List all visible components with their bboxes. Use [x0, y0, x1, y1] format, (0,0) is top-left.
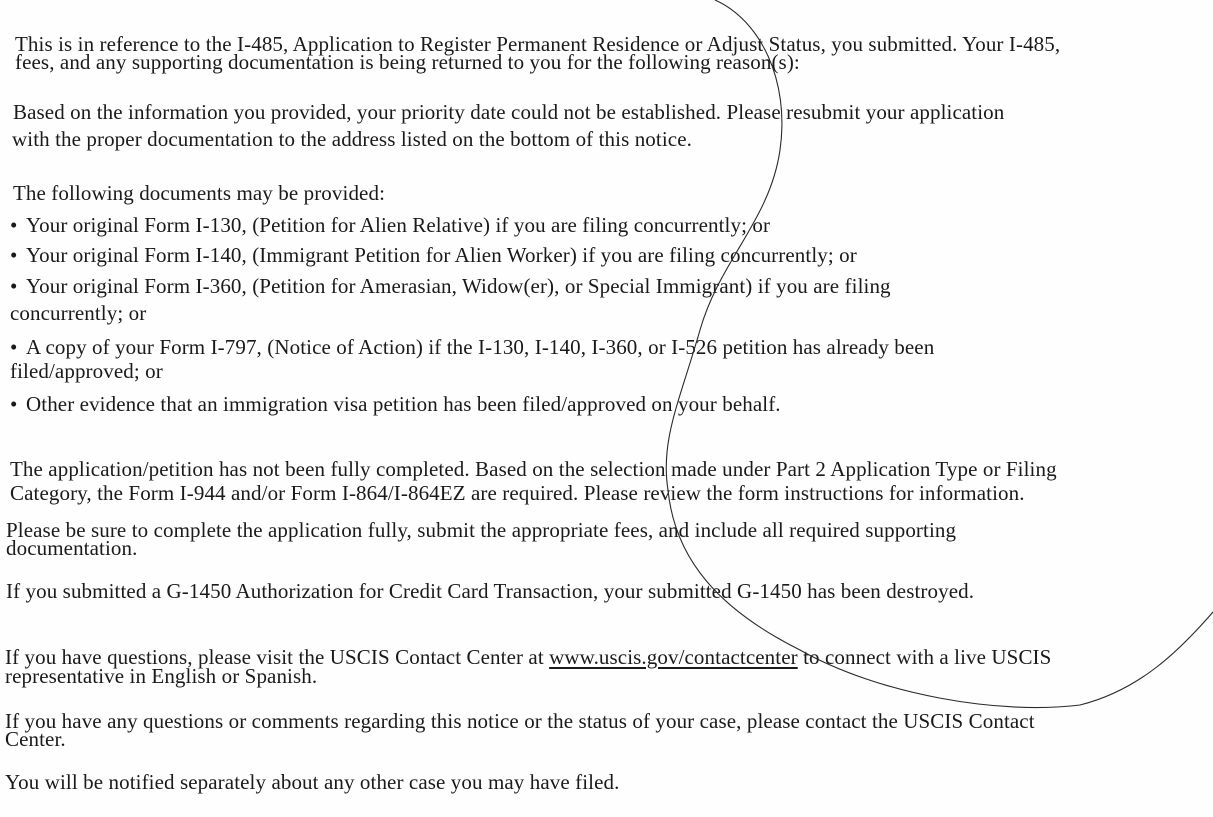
reference-line-2: fees, and any supporting documentation is being returned to you for the following reason(s):	[15, 50, 800, 74]
list-item	[10, 393, 781, 415]
incomplete-line-2: Category, the Form I-944 and/or Form I-864/I-864EZ are required. Please review the form instructions for information.	[10, 481, 1025, 505]
list-item	[10, 244, 857, 266]
list-item-text: Other evidence that an immigration visa petition has been filed/approved on your behalf.	[26, 392, 781, 416]
questions-line-2: Center.	[5, 727, 66, 751]
other-case-line: You will be notified separately about any other case you may have filed.	[5, 770, 620, 794]
list-item-text: Your original Form I-140, (Immigrant Petition for Alien Worker) if you are filing concurrently; or	[26, 243, 857, 267]
list-item	[10, 336, 934, 358]
list-item-continuation: filed/approved; or	[10, 359, 163, 383]
contact-center-text: If you have questions, please visit the USCIS Contact Center at	[5, 645, 550, 669]
bullet: •	[10, 335, 18, 359]
priority-date-line-1: Based on the information you provided, your priority date could not be established. Please resubmit your application	[13, 100, 1005, 124]
documents-intro: The following documents may be provided:	[13, 181, 386, 205]
list-item	[10, 275, 891, 297]
contact-center-line-2: representative in English or Spanish.	[5, 664, 318, 688]
bullet: •	[10, 213, 18, 237]
g1450-line: If you submitted a G-1450 Authorization for Credit Card Transaction, your submitted G-1450 has been destroyed.	[6, 579, 975, 603]
list-item-text: Your original Form I-130, (Petition for Alien Relative) if you are filing concurrently; or	[26, 213, 771, 237]
list-item-continuation: concurrently; or	[10, 301, 147, 325]
list-item	[10, 214, 770, 236]
list-item-text: A copy of your Form I-797, (Notice of Action) if the I-130, I-140, I-360, or I-526 petition has already been	[26, 335, 935, 359]
complete-fully-line-1: Please be sure to complete the application fully, submit the appropriate fees, and include all required supporting	[6, 518, 957, 542]
bullet: •	[10, 392, 18, 416]
bullet: •	[10, 274, 18, 298]
priority-date-line-2: with the proper documentation to the address listed on the bottom of this notice.	[12, 127, 692, 151]
complete-fully-line-2: documentation.	[6, 536, 138, 560]
bullet: •	[10, 243, 18, 267]
incomplete-line-1: The application/petition has not been fully completed. Based on the selection made under Part 2 Application Type or Filing	[10, 457, 1057, 481]
reference-line-1: This is in reference to the I-485, Application to Register Permanent Residence or Adjust Status, you submitted. Your I-485,	[15, 32, 1061, 56]
contact-center-text-end: to connect with a live USCIS	[797, 645, 1052, 669]
questions-line-1: If you have any questions or comments regarding this notice or the status of your case, please contact the USCIS Contact	[5, 709, 1035, 733]
contact-center-link[interactable]: www.uscis.gov/contactcenter	[549, 645, 798, 669]
list-item-text: Your original Form I-360, (Petition for Amerasian, Widow(er), or Special Immigrant) if you are filing	[26, 274, 891, 298]
